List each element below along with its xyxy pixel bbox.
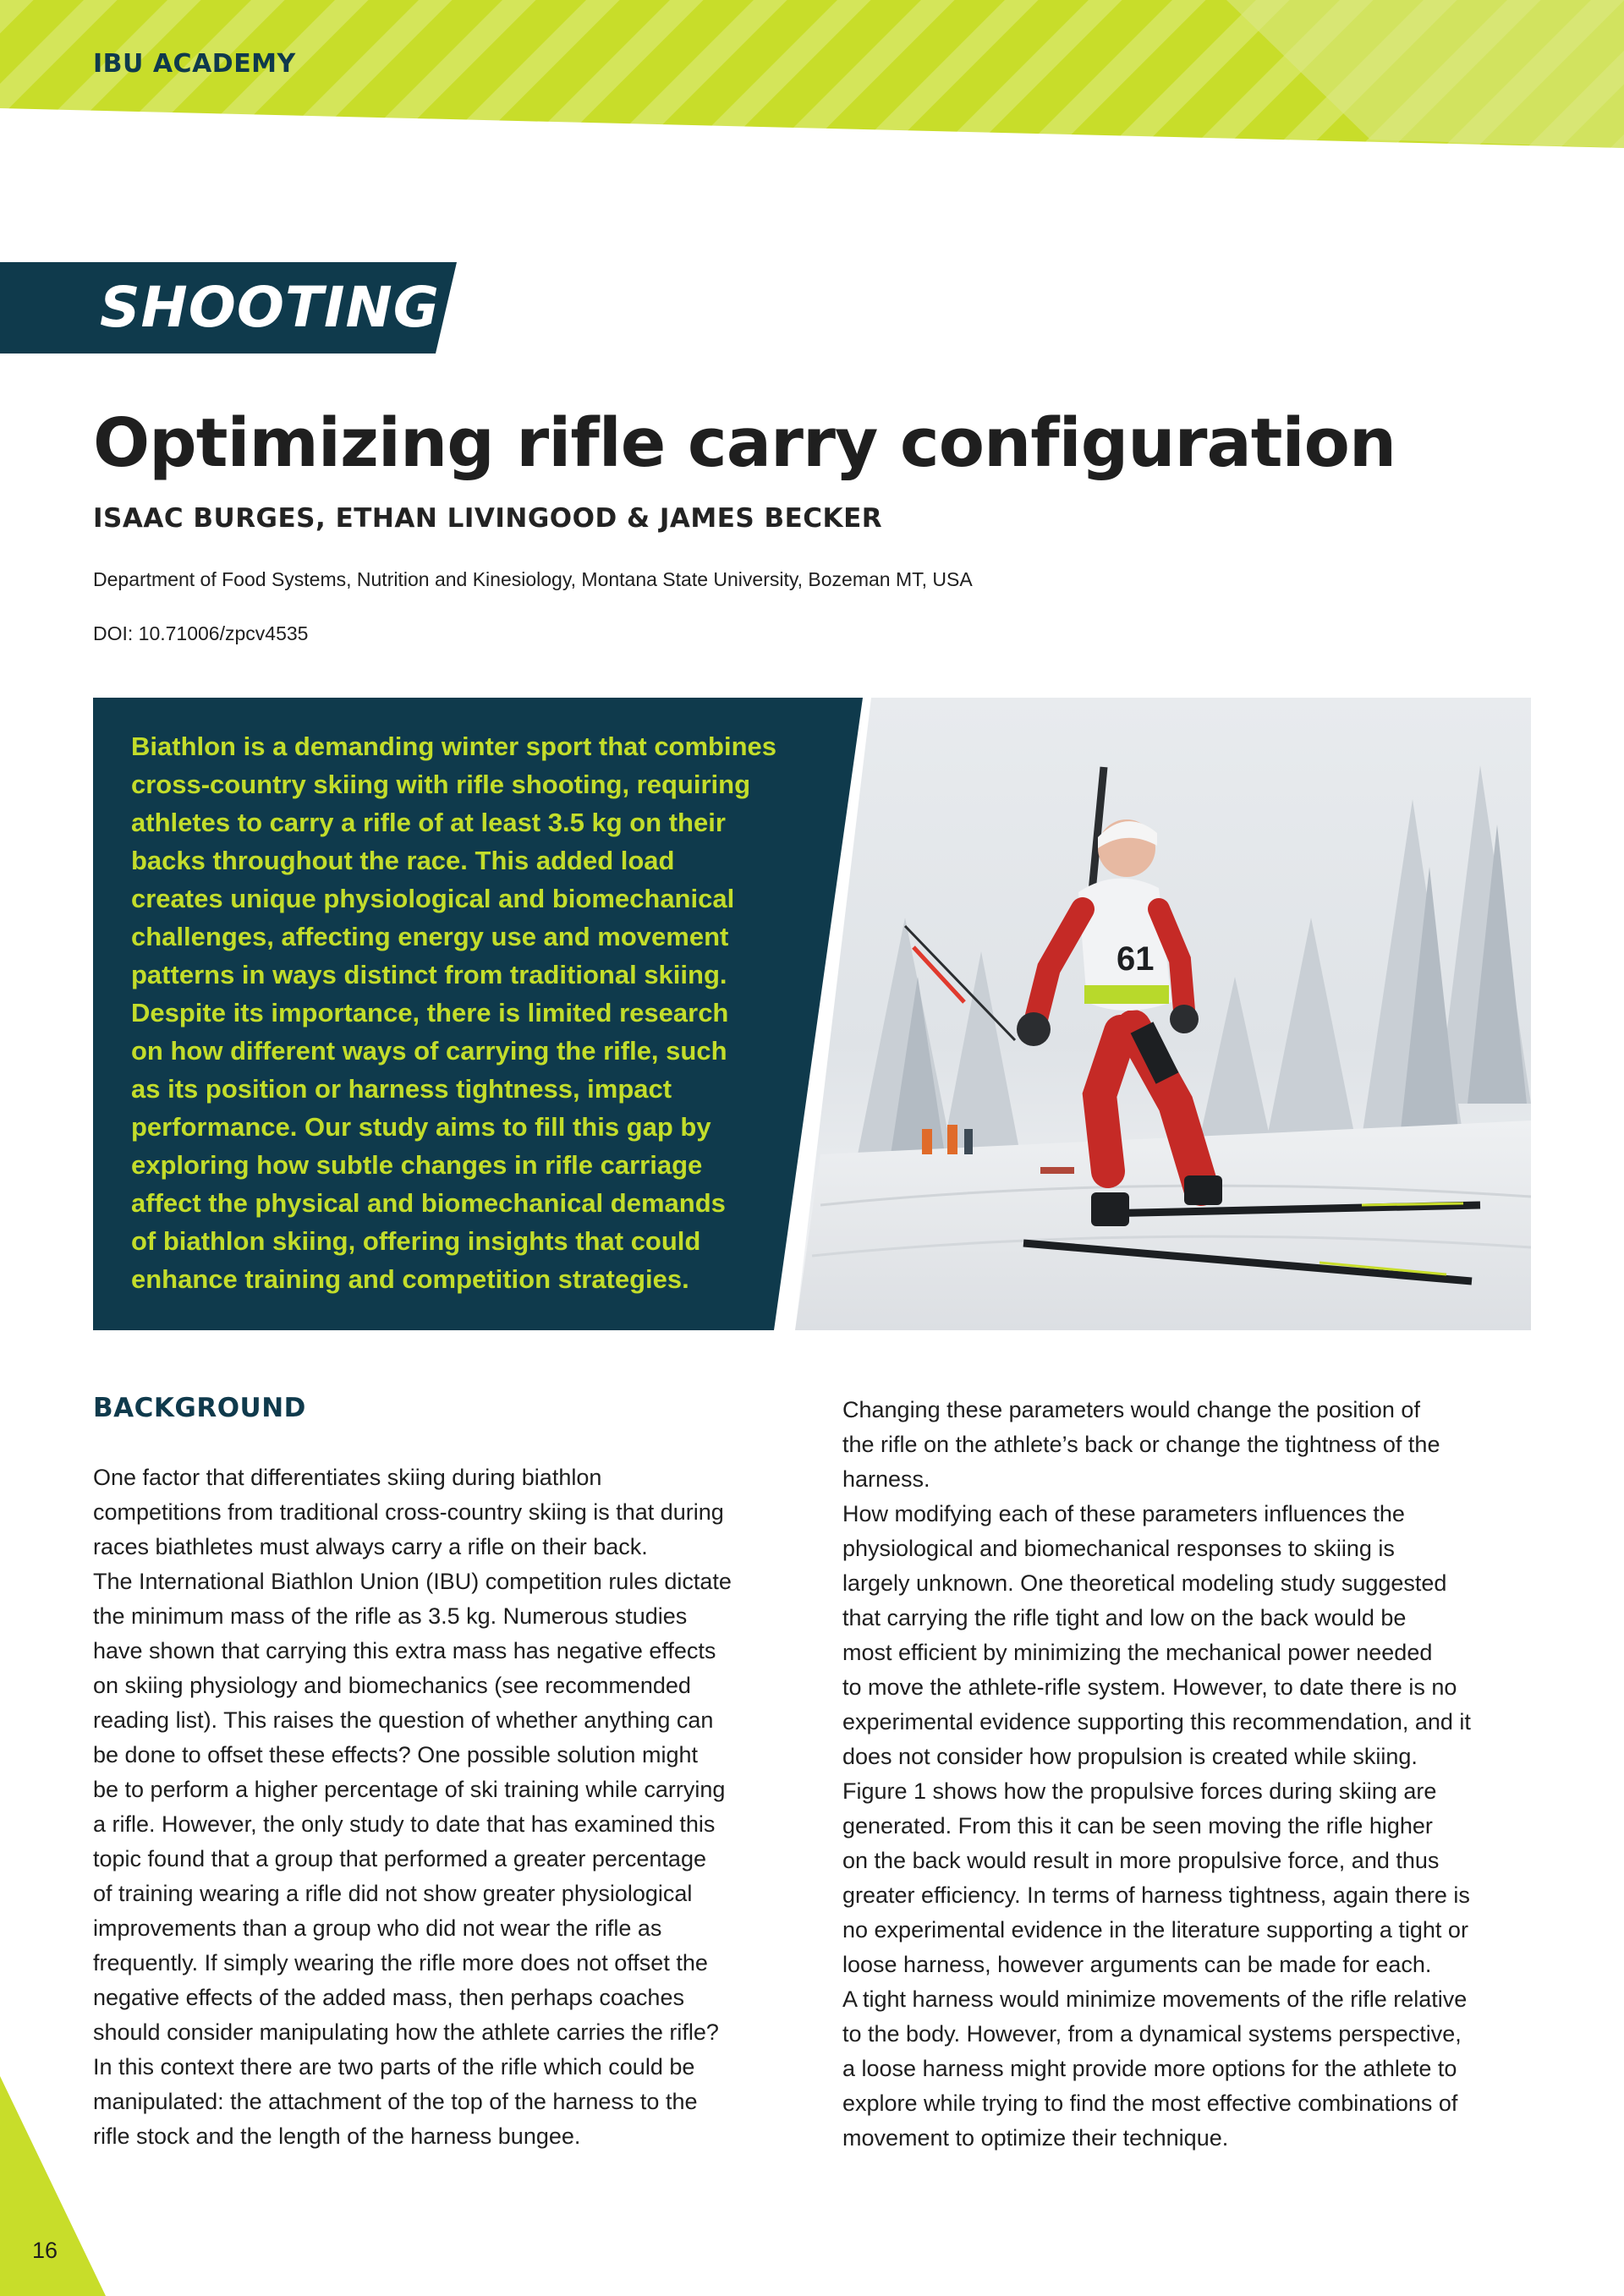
- abstract-line: as its position or harness tightness, impact: [131, 1074, 672, 1104]
- article-authors: ISAAC BURGES, ETHAN LIVINGOOD & JAMES BECKER: [93, 503, 883, 534]
- body-line: a rifle. However, the only study to date that has examined this: [93, 1811, 716, 1837]
- abstract-line: enhance training and competition strategies.: [131, 1264, 689, 1294]
- brand-logo-text: IBU ACADEMY: [93, 49, 296, 79]
- abstract-line: on how different ways of carrying the rifle, such: [131, 1036, 727, 1066]
- article-title: Optimizing rifle carry configuration: [93, 404, 1396, 482]
- body-line: on the back would result in more propulsive force, and thus: [842, 1848, 1440, 1873]
- abstract-line: Despite its importance, there is limited research: [131, 998, 729, 1027]
- body-line: to the body. However, from a dynamical systems perspective,: [842, 2021, 1462, 2047]
- body-line: should consider manipulating how the athlete carries the rifle?: [93, 2019, 719, 2045]
- abstract-line: cross-country skiing with rifle shooting, requiring: [131, 770, 751, 799]
- body-line: the rifle on the athlete’s back or change the tightness of the: [842, 1432, 1440, 1457]
- body-line: In this context there are two parts of the rifle which could be: [93, 2054, 695, 2080]
- body-line: A tight harness would minimize movements of the rifle relative: [842, 1986, 1468, 2012]
- abstract-text: [131, 727, 799, 1298]
- body-line: movement to optimize their technique.: [842, 2125, 1229, 2151]
- body-column-left: [93, 1460, 787, 2154]
- body-line: races biathletes must always carry a rifle on their back.: [93, 1534, 648, 1559]
- body-line: a loose harness might provide more options for the athlete to: [842, 2056, 1457, 2081]
- body-line: One factor that differentiates skiing during biathlon: [93, 1465, 602, 1490]
- body-line: the minimum mass of the rifle as 3.5 kg. Numerous studies: [93, 1603, 688, 1629]
- body-column-right: [842, 1393, 1536, 2156]
- abstract-line: backs throughout the race. This added load: [131, 846, 675, 875]
- section-label: SHOOTING: [100, 275, 440, 340]
- body-line: loose harness, however arguments can be made for each.: [842, 1952, 1432, 1977]
- body-line: physiological and biomechanical responses to skiing is: [842, 1536, 1395, 1561]
- body-line: no experimental evidence in the literature supporting a tight or: [842, 1917, 1468, 1943]
- abstract-line: performance. Our study aims to fill this gap by: [131, 1112, 711, 1142]
- abstract-line: of biathlon skiing, offering insights that could: [131, 1226, 701, 1256]
- body-line: explore while trying to find the most effective combinations of: [842, 2091, 1458, 2116]
- body-line: of training wearing a rifle did not show greater physiological: [93, 1881, 693, 1906]
- body-line: be done to offset these effects? One possible solution might: [93, 1742, 698, 1767]
- body-line: be to perform a higher percentage of ski training while carrying: [93, 1777, 726, 1802]
- body-line: Changing these parameters would change the position of: [842, 1397, 1420, 1422]
- body-line: manipulated: the attachment of the top of the harness to the: [93, 2089, 698, 2114]
- article-doi: DOI: 10.71006/zpcv4535: [93, 622, 309, 644]
- page-number: 16: [32, 2238, 58, 2263]
- body-line: that carrying the rifle tight and low on the back would be: [842, 1605, 1407, 1630]
- athlete-photo: [795, 698, 1531, 1330]
- body-line: improvements than a group who did not wear the rifle as: [93, 1915, 662, 1941]
- background-heading: BACKGROUND: [93, 1393, 306, 1423]
- body-line: topic found that a group that performed a greater percentage: [93, 1846, 706, 1871]
- abstract-line: athletes to carry a rifle of at least 3.5 kg on their: [131, 808, 726, 837]
- body-line: competitions from traditional cross-country skiing is that during: [93, 1499, 724, 1525]
- body-line: The International Biathlon Union (IBU) competition rules dictate: [93, 1569, 732, 1594]
- body-line: does not consider how propulsion is created while skiing.: [842, 1744, 1418, 1769]
- abstract-line: creates unique physiological and biomechanical: [131, 884, 735, 913]
- abstract-line: exploring how subtle changes in rifle carriage: [131, 1150, 703, 1180]
- abstract-line: affect the physical and biomechanical demands: [131, 1188, 726, 1218]
- body-line: harness.: [842, 1466, 930, 1492]
- body-line: frequently. If simply wearing the rifle more does not offset the: [93, 1950, 708, 1975]
- body-line: Figure 1 shows how the propulsive forces during skiing are: [842, 1778, 1437, 1804]
- body-line: have shown that carrying this extra mass has negative effects: [93, 1638, 716, 1663]
- body-line: rifle stock and the length of the harness bungee.: [93, 2123, 581, 2149]
- body-line: reading list). This raises the question of whether anything can: [93, 1707, 714, 1733]
- body-line: on skiing physiology and biomechanics (see recommended: [93, 1673, 691, 1698]
- body-line: How modifying each of these parameters influences the: [842, 1501, 1405, 1526]
- body-line: negative effects of the added mass, then perhaps coaches: [93, 1985, 684, 2010]
- abstract-line: challenges, affecting energy use and movement: [131, 922, 729, 951]
- body-line: generated. From this it can be seen moving the rifle higher: [842, 1813, 1433, 1838]
- bib-number: 61: [1116, 940, 1155, 978]
- abstract-line: Biathlon is a demanding winter sport that combines: [131, 732, 777, 761]
- abstract-line: patterns in ways distinct from traditional skiing.: [131, 960, 727, 989]
- body-line: to move the athlete-rifle system. However, to date there is no: [842, 1674, 1457, 1700]
- body-line: experimental evidence supporting this recommendation, and it: [842, 1709, 1471, 1734]
- body-line: greater efficiency. In terms of harness tightness, again there is: [842, 1882, 1470, 1908]
- body-line: largely unknown. One theoretical modeling study suggested: [842, 1570, 1447, 1596]
- body-line: most efficient by minimizing the mechanical power needed: [842, 1640, 1433, 1665]
- article-affiliation: Department of Food Systems, Nutrition and Kinesiology, Montana State University, Bozeman MT, USA: [93, 568, 973, 590]
